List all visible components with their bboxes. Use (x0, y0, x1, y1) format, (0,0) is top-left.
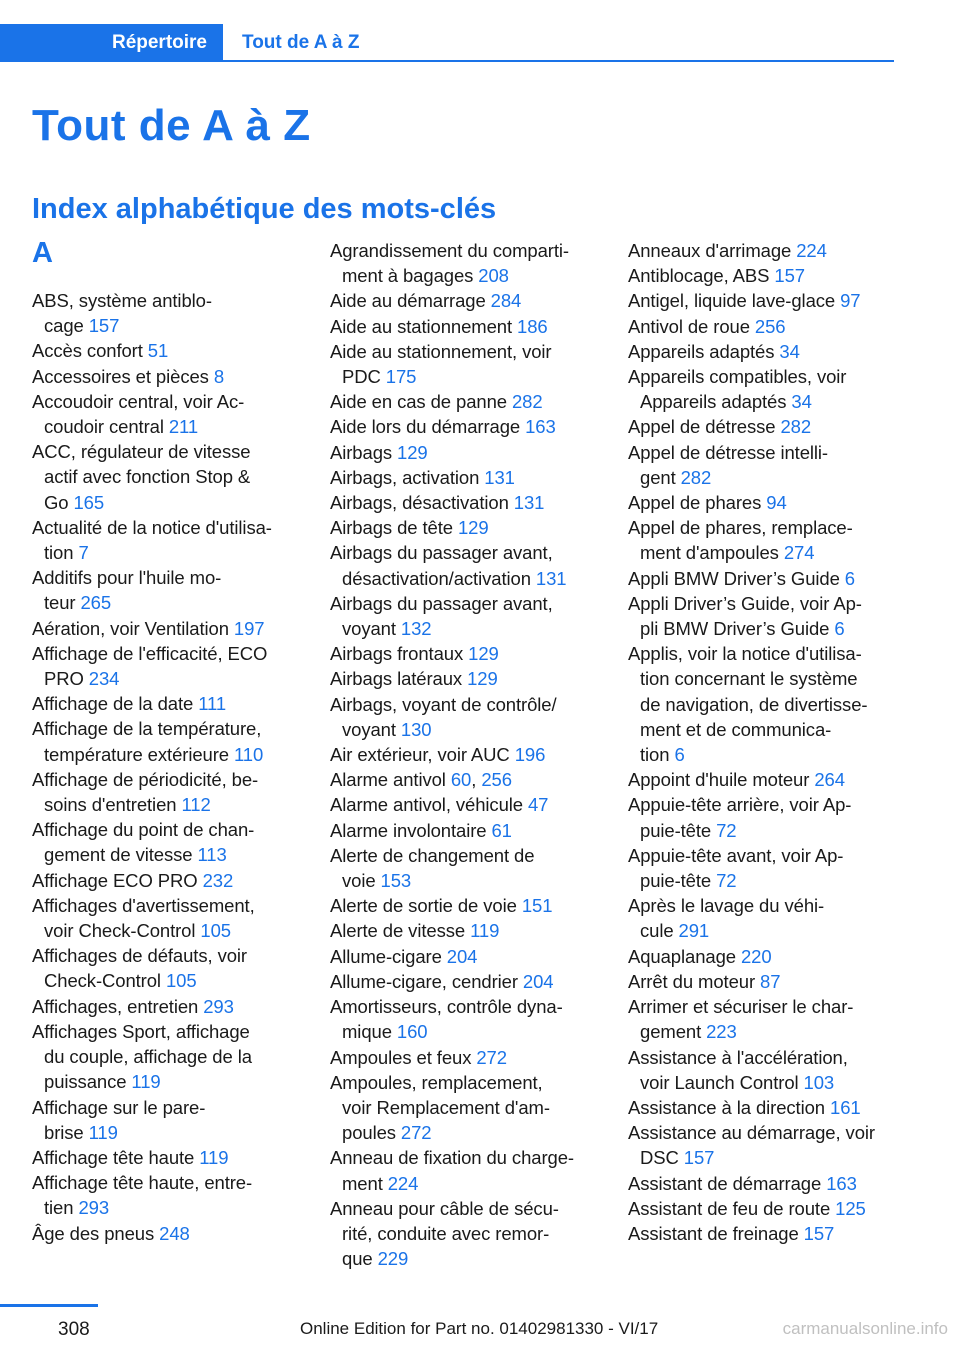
index-entry-text: Airbags latéraux (330, 668, 463, 690)
index-entry (330, 339, 602, 389)
index-entry (330, 666, 602, 691)
index-entry-text: Ampoules et feux (330, 1046, 472, 1068)
index-entry-text: Aide au stationnement (330, 315, 512, 337)
page-ref-link[interactable]: 282 (511, 391, 543, 413)
index-entry (330, 818, 602, 843)
index-entry (628, 641, 900, 767)
page-ref-link[interactable]: 51 (147, 340, 169, 362)
page-ref-link[interactable]: 129 (457, 517, 489, 539)
page-ref-link[interactable]: 204 (446, 945, 478, 967)
page-ref-link[interactable]: 119 (199, 1146, 229, 1168)
tab-current-label: Tout de A à Z (242, 32, 360, 53)
index-entry-text: Allume-cigare, cendrier (330, 970, 518, 992)
index-entry-text: Agrandissement du comparti- ment à bagages (330, 240, 569, 287)
index-entry (628, 288, 900, 313)
index-entry-text: Air extérieur, voir AUC (330, 744, 510, 766)
page-number: 308 (58, 1319, 90, 1340)
index-entry (330, 893, 602, 918)
index-entry (32, 364, 304, 389)
index-entry (32, 389, 304, 439)
index-entry (32, 691, 304, 716)
edition-note: Online Edition for Part no. 01402981330 - VI/17 (300, 1319, 659, 1338)
header-rule (223, 60, 894, 62)
page-ref-link[interactable]: 125 (835, 1197, 866, 1219)
index-entry (32, 616, 304, 641)
page-ref-link[interactable]: 256 (754, 315, 786, 337)
index-entry (32, 767, 304, 817)
index-entry (32, 1095, 304, 1145)
page-ref-link[interactable]: 293 (78, 1197, 110, 1219)
index-entry (330, 440, 602, 465)
index-entry (330, 1045, 602, 1070)
page-ref-link[interactable]: 157 (88, 315, 120, 337)
index-entry (330, 591, 602, 641)
index-entry-text: Affichage ECO PRO (32, 869, 198, 891)
page-ref-link[interactable]: 160 (396, 1021, 428, 1043)
page-ref-link[interactable]: 284 (490, 290, 522, 312)
page-ref-link[interactable]: 211 (168, 416, 199, 438)
index-entry (330, 994, 602, 1044)
index-entry (628, 1171, 900, 1196)
index-entry-text: Affichages Sport, affichage du couple, affichage de la puissance (32, 1020, 252, 1093)
page-ref-link[interactable]: 132 (400, 618, 432, 640)
index-entry (628, 767, 900, 792)
page-ref-link[interactable]: 130 (400, 718, 432, 740)
page-subtitle: Index alphabétique des mots-clés (32, 193, 497, 225)
index-entry (32, 1019, 304, 1095)
index-entry (330, 843, 602, 893)
index-entry-text: Assistance au démarrage, voir DSC (628, 1122, 875, 1169)
page-ref-link[interactable]: 129 (468, 643, 499, 665)
page-ref-link[interactable]: 282 (680, 466, 712, 488)
index-entry-text: Actualité de la notice d'utilisa- tion (32, 516, 272, 564)
page-ref-link[interactable]: 131 (535, 567, 567, 589)
index-entry-text: Airbags de tête (330, 517, 453, 539)
index-entry (330, 767, 602, 792)
index-entry-text: Appareils adaptés (628, 340, 775, 362)
index-entry-text: Affichage sur le pare- brise (32, 1096, 206, 1143)
index-entry (628, 1221, 900, 1246)
index-entry (330, 1196, 602, 1272)
page-ref-link[interactable]: 112 (181, 794, 211, 816)
index-entry (628, 314, 900, 339)
index-entry (628, 994, 900, 1044)
page-ref-link[interactable]: 223 (706, 1021, 737, 1043)
index-entry-text: Airbags, activation (330, 466, 480, 488)
index-entry-text: Alerte de sortie de voie (330, 895, 517, 917)
index-entry-text: Arrimer et sécuriser le char- gement (628, 996, 854, 1043)
page-ref-link[interactable]: 34 (779, 340, 800, 362)
page-ref-link[interactable]: 34 (791, 391, 812, 413)
index-entry (628, 1196, 900, 1221)
index-entry (32, 565, 304, 615)
index-entry-text: Affichage tête haute (32, 1146, 195, 1168)
page-ref-link[interactable]: 72 (716, 870, 737, 892)
page-ref-link[interactable]: 248 (159, 1222, 190, 1244)
index-entry-text: Accessoires et pièces (32, 365, 209, 387)
index-entry (330, 515, 602, 540)
index-entry (330, 918, 602, 943)
index-entry-text: ACC, régulateur de vitesse actif avec fonction Stop & Go (32, 441, 251, 513)
index-entry-text: Assistant de feu de route (628, 1197, 831, 1219)
index-entry-text: Airbags du passager avant, désactivation/activation (330, 542, 553, 589)
page-ref-link[interactable]: 224 (796, 240, 827, 261)
index-entry (32, 439, 304, 515)
index-entry-text: Appel de phares (628, 492, 762, 514)
index-entry (628, 263, 900, 288)
page-ref-link[interactable]: 175 (385, 366, 417, 388)
index-entry-text: Appuie-tête arrière, voir Ap- puie-tête (628, 794, 852, 841)
index-entry (330, 944, 602, 969)
index-entry-text: Allume-cigare (330, 945, 442, 967)
page-ref-link[interactable]: 264 (814, 769, 845, 791)
index-entry-text: Ampoules, remplacement, voir Remplacement d'am- poules (330, 1071, 550, 1144)
index-entry-text: Accès confort (32, 340, 143, 362)
index-entry (628, 944, 900, 969)
index-entry-text: Affichage tête haute, entre- tien (32, 1172, 253, 1219)
index-entry-text: Âge des pneus (32, 1222, 155, 1244)
index-entry-text: Airbags, voyant de contrôle/ voyant (330, 693, 557, 740)
index-entry-text: Airbags frontaux (330, 643, 464, 665)
index-entry-text: Airbags, désactivation (330, 492, 509, 514)
index-entry (32, 716, 304, 766)
page-ref-link[interactable]: 61 (491, 819, 512, 841)
index-entry-text: Affichage de la date (32, 693, 194, 715)
index-entry-text: Arrêt du moteur (628, 970, 756, 992)
index-entry-text: Applis, voir la notice d'utilisa- tion concernant le système de navigation, de divertisse- ment et de communica- tion (628, 643, 868, 766)
index-entry (330, 540, 602, 590)
page-ref-link[interactable]: 163 (525, 416, 556, 438)
page-ref-link[interactable]: 291 (678, 920, 710, 942)
index-entry-text: Anneau pour câble de sécu- rité, conduite avec remor- que (330, 1197, 559, 1270)
page-ref-link[interactable]: 119 (470, 920, 500, 942)
index-entry-text: Appoint d'huile moteur (628, 769, 810, 791)
page-ref-link[interactable]: 151 (521, 895, 553, 917)
page-ref-link[interactable]: 157 (683, 1147, 715, 1169)
index-entry-text: Appel de détresse intelli- gent (628, 441, 828, 488)
index-entry-text: Affichage du point de chan- gement de vitesse (32, 819, 255, 866)
page-ref-link[interactable]: 265 (80, 592, 112, 614)
page-ref-link[interactable]: 161 (830, 1096, 861, 1118)
page-ref-link[interactable]: 220 (740, 945, 772, 967)
index-entry-text: Aide en cas de panne (330, 391, 507, 413)
page-ref-link[interactable]: , 256 (476, 769, 512, 790)
index-entry-text: Affichages, entretien (32, 995, 199, 1017)
page-ref-link[interactable]: 196 (514, 744, 546, 766)
footer-rule (0, 1304, 98, 1307)
index-entry (628, 238, 900, 263)
page-ref-link[interactable]: 7 (78, 542, 89, 564)
page-ref-link[interactable]: 234 (88, 668, 120, 690)
index-entry-text: Aquaplanage (628, 945, 736, 967)
index-entry-text: Affichage de périodicité, be- soins d'entretien (32, 768, 259, 816)
page-ref-link[interactable]: 87 (760, 970, 781, 992)
index-entry-text: Affichages de défauts, voir Check-Control (32, 945, 247, 992)
page-ref-link[interactable]: 272 (476, 1046, 507, 1068)
page-ref-link[interactable]: 110 (233, 743, 264, 765)
index-entry (330, 238, 602, 288)
index-entry-text: Appareils compatibles, voir Appareils adaptés (628, 366, 847, 413)
index-entry (628, 1095, 900, 1120)
page-ref-link[interactable]: 94 (766, 492, 787, 514)
index-entry (330, 692, 602, 742)
index-entry (628, 490, 900, 515)
index-entry-text: Assistance à l'accélération, voir Launch Control (628, 1046, 848, 1093)
index-entry (628, 515, 900, 565)
index-entry (628, 969, 900, 994)
page-ref-link[interactable]: 131 (484, 466, 515, 488)
index-entry (330, 288, 602, 313)
index-entry-text: Anneaux d'arrimage (628, 240, 792, 261)
page-ref-link[interactable]: 111 (198, 693, 227, 715)
index-entry (628, 414, 900, 439)
page-ref-link[interactable]: 274 (783, 542, 815, 564)
index-entry-text: Antivol de roue (628, 315, 750, 337)
index-entry-text: Affichages d'avertissement, voir Check-Control (32, 894, 255, 942)
watermark: carmanualsonline.info (782, 1319, 948, 1338)
page-title: Tout de A à Z (32, 101, 311, 150)
page-ref-link[interactable]: 157 (803, 1222, 835, 1244)
index-entry (32, 1170, 304, 1220)
index-entry (32, 1221, 304, 1246)
index-entry (628, 591, 900, 641)
index-entry-text: Alerte de changement de voie (330, 844, 535, 892)
section-letter: A (32, 237, 53, 269)
page-ref-link[interactable]: 113 (197, 844, 227, 866)
index-entry (330, 969, 602, 994)
page-ref-link[interactable]: 224 (387, 1172, 419, 1194)
page-ref-link[interactable]: 129 (467, 668, 498, 690)
index-entry-text: Accoudoir central, voir Ac- coudoir central (32, 390, 245, 438)
index-column-2 (330, 238, 602, 1271)
page-ref-link[interactable]: 163 (826, 1172, 857, 1194)
page-ref-link[interactable]: 6 (674, 744, 685, 766)
page-ref-link[interactable]: 129 (397, 441, 428, 463)
index-entry-text: Aération, voir Ventilation (32, 617, 229, 639)
index-entry (330, 1145, 602, 1195)
page-ref-link[interactable]: 119 (88, 1121, 118, 1143)
index-entry (330, 490, 602, 515)
index-column-1 (32, 288, 304, 1246)
page-ref-link[interactable]: 131 (513, 492, 545, 514)
index-entry (330, 314, 602, 339)
tab-repertoire[interactable] (0, 24, 223, 62)
index-entry-text: Après le lavage du véhi- cule (628, 895, 825, 942)
index-entry-text: ABS, système antiblo- cage (32, 290, 212, 337)
page-ref-link[interactable]: 272 (400, 1122, 432, 1144)
index-entry-text: Antiblocage, ABS (628, 265, 770, 287)
page-ref-link[interactable]: 103 (803, 1071, 835, 1093)
index-entry (32, 515, 304, 565)
index-entry (628, 1045, 900, 1095)
page-ref-link[interactable]: 232 (202, 869, 234, 891)
index-entry-text: Alarme antivol, véhicule (330, 794, 523, 816)
page-ref-link[interactable]: 119 (131, 1071, 161, 1093)
index-entry (330, 465, 602, 490)
index-entry-text: Amortisseurs, contrôle dyna- mique (330, 996, 563, 1043)
index-entry-text: Alarme antivol (330, 769, 446, 791)
index-entry-text: Appel de détresse (628, 416, 776, 438)
page-ref-link[interactable]: 60 (450, 769, 472, 791)
page-ref-link[interactable]: 282 (780, 416, 812, 438)
page-ref-link[interactable]: 293 (203, 995, 234, 1017)
index-entry (628, 843, 900, 893)
index-entry-text: Affichage de la température, température extérieure (32, 718, 262, 765)
page-ref-link[interactable]: 47 (527, 794, 549, 816)
index-entry-text: Anneau de fixation du charge- ment (330, 1147, 574, 1194)
page-ref-link[interactable]: 6 (834, 618, 845, 640)
index-column-3 (628, 238, 900, 1246)
index-entry (32, 338, 304, 363)
page-ref-link[interactable]: 165 (73, 491, 105, 513)
index-entry-text: Alarme involontaire (330, 819, 487, 841)
index-entry-text: Aide lors du démarrage (330, 416, 521, 438)
index-entry-text: Appel de phares, remplace- ment d'ampoules (628, 517, 853, 564)
index-entry-text: Antigel, liquide lave-glace (628, 290, 836, 312)
index-entry-text: Alerte de vitesse (330, 920, 466, 942)
index-entry (32, 641, 304, 691)
page-ref-link[interactable]: 208 (478, 265, 509, 287)
page-ref-link[interactable]: 229 (377, 1248, 409, 1270)
index-entry (32, 994, 304, 1019)
index-entry (330, 641, 602, 666)
index-entry (32, 817, 304, 867)
running-header (0, 24, 960, 62)
index-entry (330, 389, 602, 414)
index-entry (628, 893, 900, 943)
index-entry-text: Appli BMW Driver’s Guide (628, 567, 840, 589)
index-entry-text: Affichage de l'efficacité, ECO PRO (32, 642, 268, 690)
page-ref-link[interactable]: 105 (200, 920, 231, 942)
page-ref-link[interactable]: 153 (380, 870, 412, 892)
index-entry (32, 288, 304, 338)
index-entry-text: Assistant de démarrage (628, 1172, 822, 1194)
index-entry (330, 1070, 602, 1146)
page-ref-link[interactable]: 72 (716, 819, 737, 841)
index-entry-text: Airbags (330, 441, 393, 463)
index-entry (628, 339, 900, 364)
index-entry (32, 893, 304, 943)
index-entry-text: Airbags du passager avant, voyant (330, 592, 553, 640)
index-entry (628, 792, 900, 842)
page-ref-link[interactable]: 6 (844, 567, 855, 589)
index-entry (32, 868, 304, 893)
index-entry-text: Assistant de freinage (628, 1222, 799, 1244)
index-entry-text: Appli Driver’s Guide, voir Ap- pli BMW Driver’s Guide (628, 592, 862, 640)
page-ref-link[interactable]: 8 (213, 365, 225, 387)
index-entry (628, 1120, 900, 1170)
index-entry (330, 742, 602, 767)
page-ref-link[interactable]: 204 (522, 970, 554, 992)
index-entry-text: Assistance à la direction (628, 1096, 825, 1118)
index-entry (628, 566, 900, 591)
index-entry (330, 792, 602, 817)
index-entry (32, 1145, 304, 1170)
page-ref-link[interactable]: 186 (517, 315, 548, 337)
page-ref-link[interactable]: 105 (165, 970, 197, 992)
index-entry-text: Aide au stationnement, voir PDC (330, 340, 552, 388)
index-entry-text: Appuie-tête avant, voir Ap- puie-tête (628, 844, 844, 892)
index-entry-text: Additifs pour l'huile mo- teur (32, 567, 222, 614)
index-entry (32, 943, 304, 993)
page-ref-link[interactable]: 97 (840, 290, 861, 312)
tab-repertoire-label: Répertoire (111, 32, 207, 53)
tab-current-section[interactable] (242, 24, 360, 62)
page-ref-link[interactable]: 197 (233, 617, 265, 639)
index-entry (628, 364, 900, 414)
index-entry (628, 440, 900, 490)
index-entry (330, 414, 602, 439)
page-ref-link[interactable]: 157 (774, 265, 805, 287)
index-entry-text: Aide au démarrage (330, 290, 486, 312)
